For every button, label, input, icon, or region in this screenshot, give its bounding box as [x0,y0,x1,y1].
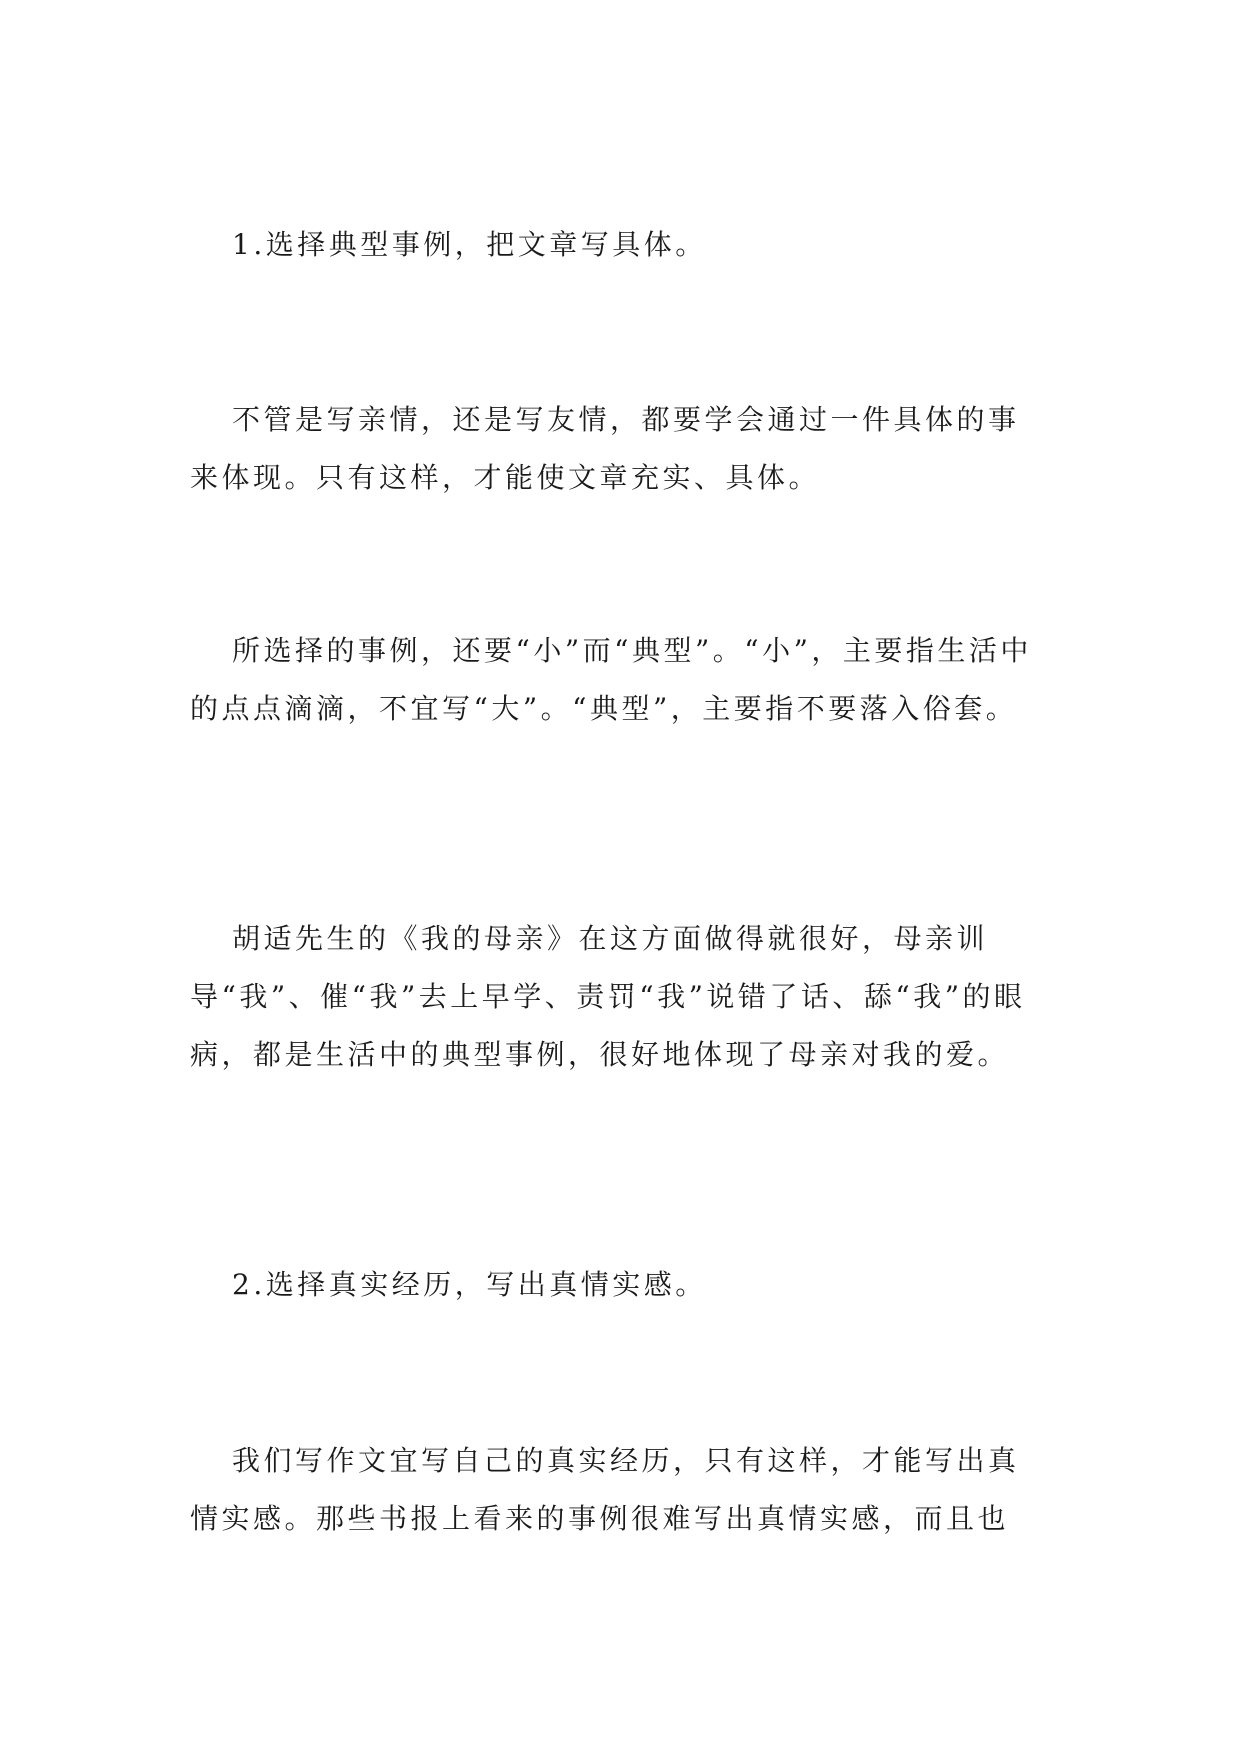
heading-2-real-experience: 2.选择真实经历，写出真情实感。 [232,1268,707,1301]
paragraph-true-feelings: 我们写作文宜写自己的真实经历，只有这样，才能写出真情实感。那些书报上看来的事例很难写出真情实感，而且也 [190,1444,1020,1535]
paragraph-hu-shi-example: 胡适先生的《我的母亲》在这方面做得就很好，母亲训导“我”、催“我”去上早学、责罚“我”说错了话、舔“我”的眼病，都是生活中的典型事例，很好地体现了母亲对我的爱。 [190,922,1026,1071]
paragraph-small-and-typical: 所选择的事例，还要“小”而“典型”。“小”，主要指生活中的点点滴滴，不宜写“大”。“典型”，主要指不要落入俗套。 [190,634,1032,725]
heading-1-typical-examples: 1.选择典型事例，把文章写具体。 [232,228,707,261]
paragraph-specific-events: 不管是写亲情，还是写友情，都要学会通过一件具体的事来体现。只有这样，才能使文章充实、具体。 [190,403,1020,494]
